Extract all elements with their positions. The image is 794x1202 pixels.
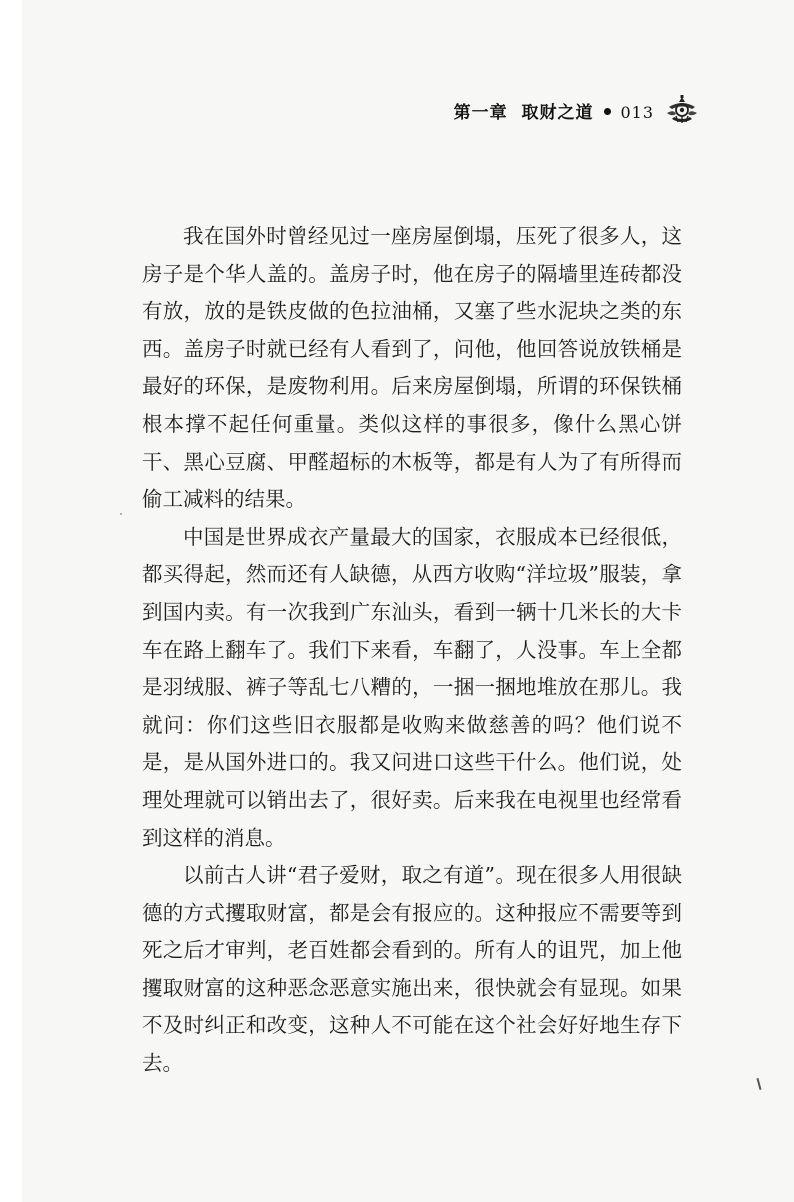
body-text bbox=[142, 218, 682, 1083]
header-text bbox=[454, 98, 654, 123]
paragraph: 我在国外时曾经见过一座房屋倒塌，压死了很多人，这房子是个华人盖的。盖房子时，他在房子的隔墙里连砖都没有放，放的是铁皮做的色拉油桶，又塞了些水泥块之类的东西。盖房子时就已经有人看到了，问他，他回答说放铁桶是最好的环保，是废物利用。后来房屋倒塌，所谓的环保铁桶根本撑不起任何重量。类似这样的事很多，像什么黑心饼干、黑心豆腐、甲醛超标的木板等，都是有人为了有所得而偷工减料的结果。 bbox=[142, 224, 682, 512]
running-header bbox=[360, 93, 700, 127]
scan-margin bbox=[0, 0, 22, 1202]
paragraph: 中国是世界成衣产量最大的国家，衣服成本已经很低，都买得起，然而还有人缺德，从西方收购“洋垃圾”服装，拿到国内卖。有一次我到广东汕头，看到一辆十几米长的大卡车在路上翻车了。我们下来看，车翻了，人没事。车上全都是羽绒服、裤子等乱七八糟的，一捆一捆地堆放在那儿。我就问：你们这些旧衣服都是收购来做慈善的吗？他们说不是，是从国外进口的。我又问进口这些干什么。他们说，处理处理就可以销出去了，很好卖。后来我在电视里也经常看到这样的消息。 bbox=[142, 524, 682, 850]
page-number: 013 bbox=[620, 102, 654, 122]
scan-speck bbox=[120, 513, 122, 515]
scan-mark bbox=[756, 1078, 761, 1090]
ornament-emblem-icon bbox=[664, 95, 700, 125]
chapter-title: 取财之道 bbox=[521, 102, 594, 123]
bullet-icon bbox=[604, 108, 611, 115]
paragraph: 以前古人讲“君子爱财，取之有道”。现在很多人用很缺德的方式攫取财富，都是会有报应的。这种报应不需要等到死之后才审判，老百姓都会看到的。所有人的诅咒，加上他攫取财富的这种恶念恶意实施出来，很快就会有显现。如果不及时纠正和改变，这种人不可能在这个社会好好地生存下去。 bbox=[142, 863, 682, 1076]
chapter-label: 第一章 bbox=[453, 102, 508, 123]
